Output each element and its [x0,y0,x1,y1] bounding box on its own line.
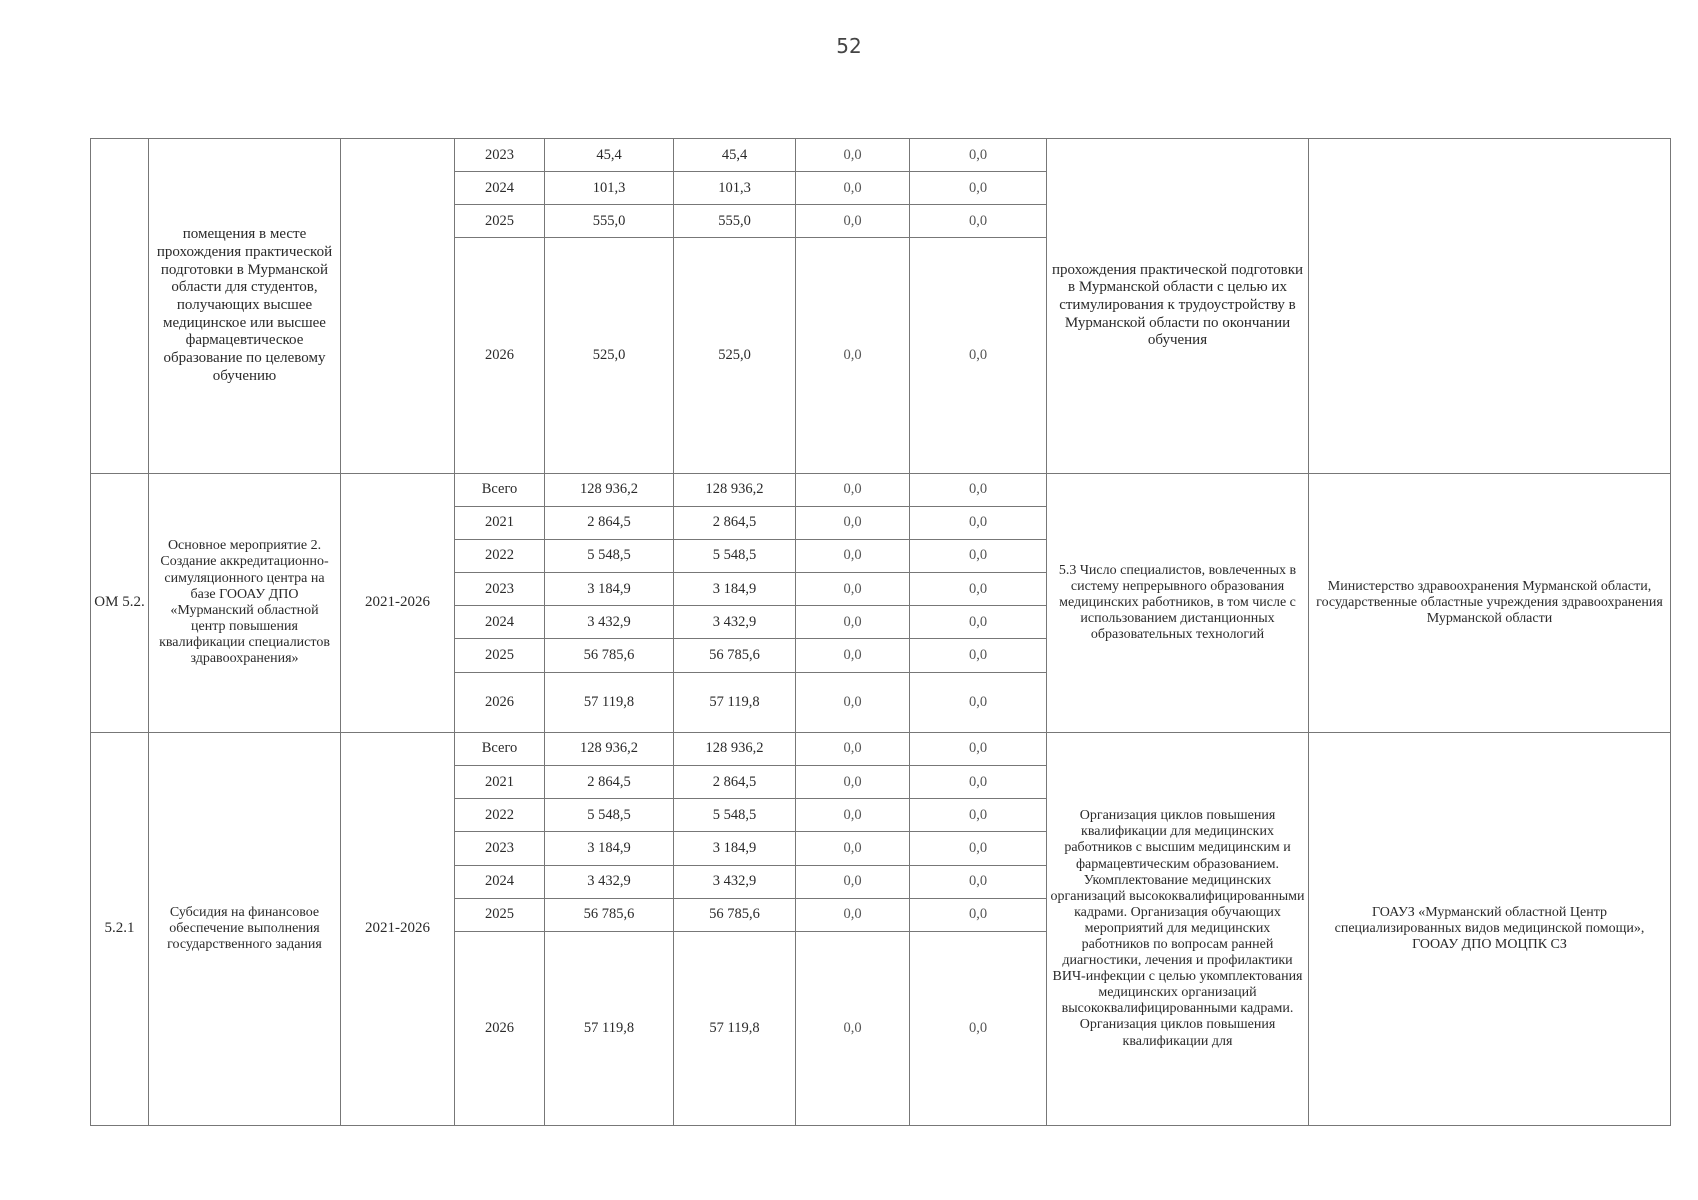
other-sources-cell: 0,0 [910,172,1047,205]
other-sources-cell: 0,0 [910,506,1047,539]
result-indicator: Организация циклов повышения квалификации для медицинских работников с высшим медицинским и фармацевтическим образованием. Укомплектование медицинских организаций высококвалифицированными кадрами. Организация обучающих мероприятий для медицинских работников по вопросам ранней диагностики, лечения и профилактики ВИЧ-инфекции с целью укомплектования медицинских организаций высококвалифицированными кадрами. Организация циклов повышения квалификации для [1047,732,1309,1125]
federal-budget-cell: 0,0 [796,639,910,672]
other-sources-cell: 0,0 [910,766,1047,799]
other-sources-cell: 0,0 [910,606,1047,639]
total-cell: 3 432,9 [545,606,674,639]
implementation-period: 2021-2026 [341,732,455,1125]
total-cell: 128 936,2 [545,473,674,506]
regional-budget-cell: 57 119,8 [674,931,796,1125]
event-name: помещения в месте прохождения практической подготовки в Мурманской области для студентов, получающих высшее медицинское или высшее фармацевтическое образование по целевому обучению [149,139,341,474]
year-cell: 2026 [455,238,545,473]
year-cell: 2024 [455,865,545,898]
other-sources-cell: 0,0 [910,205,1047,238]
other-sources-cell: 0,0 [910,799,1047,832]
other-sources-cell: 0,0 [910,898,1047,931]
federal-budget-cell: 0,0 [796,732,910,765]
table-row [91,139,1671,172]
regional-budget-cell: 3 184,9 [674,573,796,606]
other-sources-cell: 0,0 [910,832,1047,865]
total-cell: 5 548,5 [545,799,674,832]
year-cell: 2021 [455,766,545,799]
federal-budget-cell: 0,0 [796,832,910,865]
other-sources-cell: 0,0 [910,139,1047,172]
total-cell: 3 184,9 [545,832,674,865]
regional-budget-cell: 5 548,5 [674,799,796,832]
other-sources-cell: 0,0 [910,238,1047,473]
federal-budget-cell: 0,0 [796,139,910,172]
regional-budget-cell: 56 785,6 [674,898,796,931]
executor: ГОАУЗ «Мурманский областной Центр специализированных видов медицинской помощи», ГООАУ ДПО МОЦПК СЗ [1309,732,1671,1125]
result-indicator: 5.3 Число специалистов, вовлеченных в систему непрерывного образования медицинских работников, в том числе с использованием дистанционных образовательных технологий [1047,473,1309,732]
year-cell: 2022 [455,539,545,572]
total-cell: 5 548,5 [545,539,674,572]
table-row [91,473,1671,506]
other-sources-cell: 0,0 [910,672,1047,732]
year-cell: 2021 [455,506,545,539]
other-sources-cell: 0,0 [910,931,1047,1125]
regional-budget-cell: 45,4 [674,139,796,172]
year-cell: Всего [455,732,545,765]
row-code [91,139,149,474]
federal-budget-cell: 0,0 [796,573,910,606]
federal-budget-cell: 0,0 [796,205,910,238]
total-cell: 2 864,5 [545,766,674,799]
regional-budget-cell: 56 785,6 [674,639,796,672]
total-cell: 128 936,2 [545,732,674,765]
total-cell: 56 785,6 [545,898,674,931]
regional-budget-cell: 3 432,9 [674,865,796,898]
result-indicator: прохождения практической подготовки в Мурманской области с целью их стимулирования к трудоустройству в Мурманской области по окончании обучения [1047,139,1309,474]
other-sources-cell: 0,0 [910,639,1047,672]
total-cell: 57 119,8 [545,672,674,732]
federal-budget-cell: 0,0 [796,539,910,572]
year-cell: 2025 [455,639,545,672]
year-cell: 2023 [455,832,545,865]
year-cell: 2025 [455,898,545,931]
total-cell: 57 119,8 [545,931,674,1125]
year-cell: 2026 [455,672,545,732]
implementation-period: 2021-2026 [341,473,455,732]
year-cell: 2024 [455,172,545,205]
row-code: ОМ 5.2. [91,473,149,732]
year-cell: Всего [455,473,545,506]
federal-budget-cell: 0,0 [796,898,910,931]
event-name: Основное мероприятие 2. Создание аккредитационно-симуляционного центра на базе ГООАУ ДПО «Мурманский областной центр повышения квалификации специалистов здравоохранения» [149,473,341,732]
total-cell: 101,3 [545,172,674,205]
executor [1309,139,1671,474]
other-sources-cell: 0,0 [910,865,1047,898]
federal-budget-cell: 0,0 [796,606,910,639]
regional-budget-cell: 2 864,5 [674,766,796,799]
federal-budget-cell: 0,0 [796,238,910,473]
regional-budget-cell: 525,0 [674,238,796,473]
total-cell: 3 432,9 [545,865,674,898]
other-sources-cell: 0,0 [910,473,1047,506]
year-cell: 2022 [455,799,545,832]
other-sources-cell: 0,0 [910,539,1047,572]
year-cell: 2023 [455,139,545,172]
regional-budget-cell: 555,0 [674,205,796,238]
regional-budget-cell: 101,3 [674,172,796,205]
other-sources-cell: 0,0 [910,573,1047,606]
total-cell: 3 184,9 [545,573,674,606]
year-cell: 2025 [455,205,545,238]
federal-budget-cell: 0,0 [796,172,910,205]
federal-budget-cell: 0,0 [796,473,910,506]
table-row [91,732,1671,765]
federal-budget-cell: 0,0 [796,506,910,539]
total-cell: 45,4 [545,139,674,172]
regional-budget-cell: 2 864,5 [674,506,796,539]
federal-budget-cell: 0,0 [796,766,910,799]
federal-budget-cell: 0,0 [796,799,910,832]
total-cell: 56 785,6 [545,639,674,672]
federal-budget-cell: 0,0 [796,865,910,898]
regional-budget-cell: 128 936,2 [674,473,796,506]
total-cell: 555,0 [545,205,674,238]
regional-budget-cell: 128 936,2 [674,732,796,765]
year-cell: 2026 [455,931,545,1125]
total-cell: 2 864,5 [545,506,674,539]
total-cell: 525,0 [545,238,674,473]
event-name: Субсидия на финансовое обеспечение выполнения государственного задания [149,732,341,1125]
program-table [90,138,1671,1126]
executor: Министерство здравоохранения Мурманской области, государственные областные учреждения здравоохранения Мурманской области [1309,473,1671,732]
regional-budget-cell: 3 184,9 [674,832,796,865]
page-number: 52 [836,34,862,58]
federal-budget-cell: 0,0 [796,672,910,732]
regional-budget-cell: 57 119,8 [674,672,796,732]
row-code: 5.2.1 [91,732,149,1125]
federal-budget-cell: 0,0 [796,931,910,1125]
other-sources-cell: 0,0 [910,732,1047,765]
regional-budget-cell: 3 432,9 [674,606,796,639]
year-cell: 2023 [455,573,545,606]
regional-budget-cell: 5 548,5 [674,539,796,572]
implementation-period [341,139,455,474]
year-cell: 2024 [455,606,545,639]
